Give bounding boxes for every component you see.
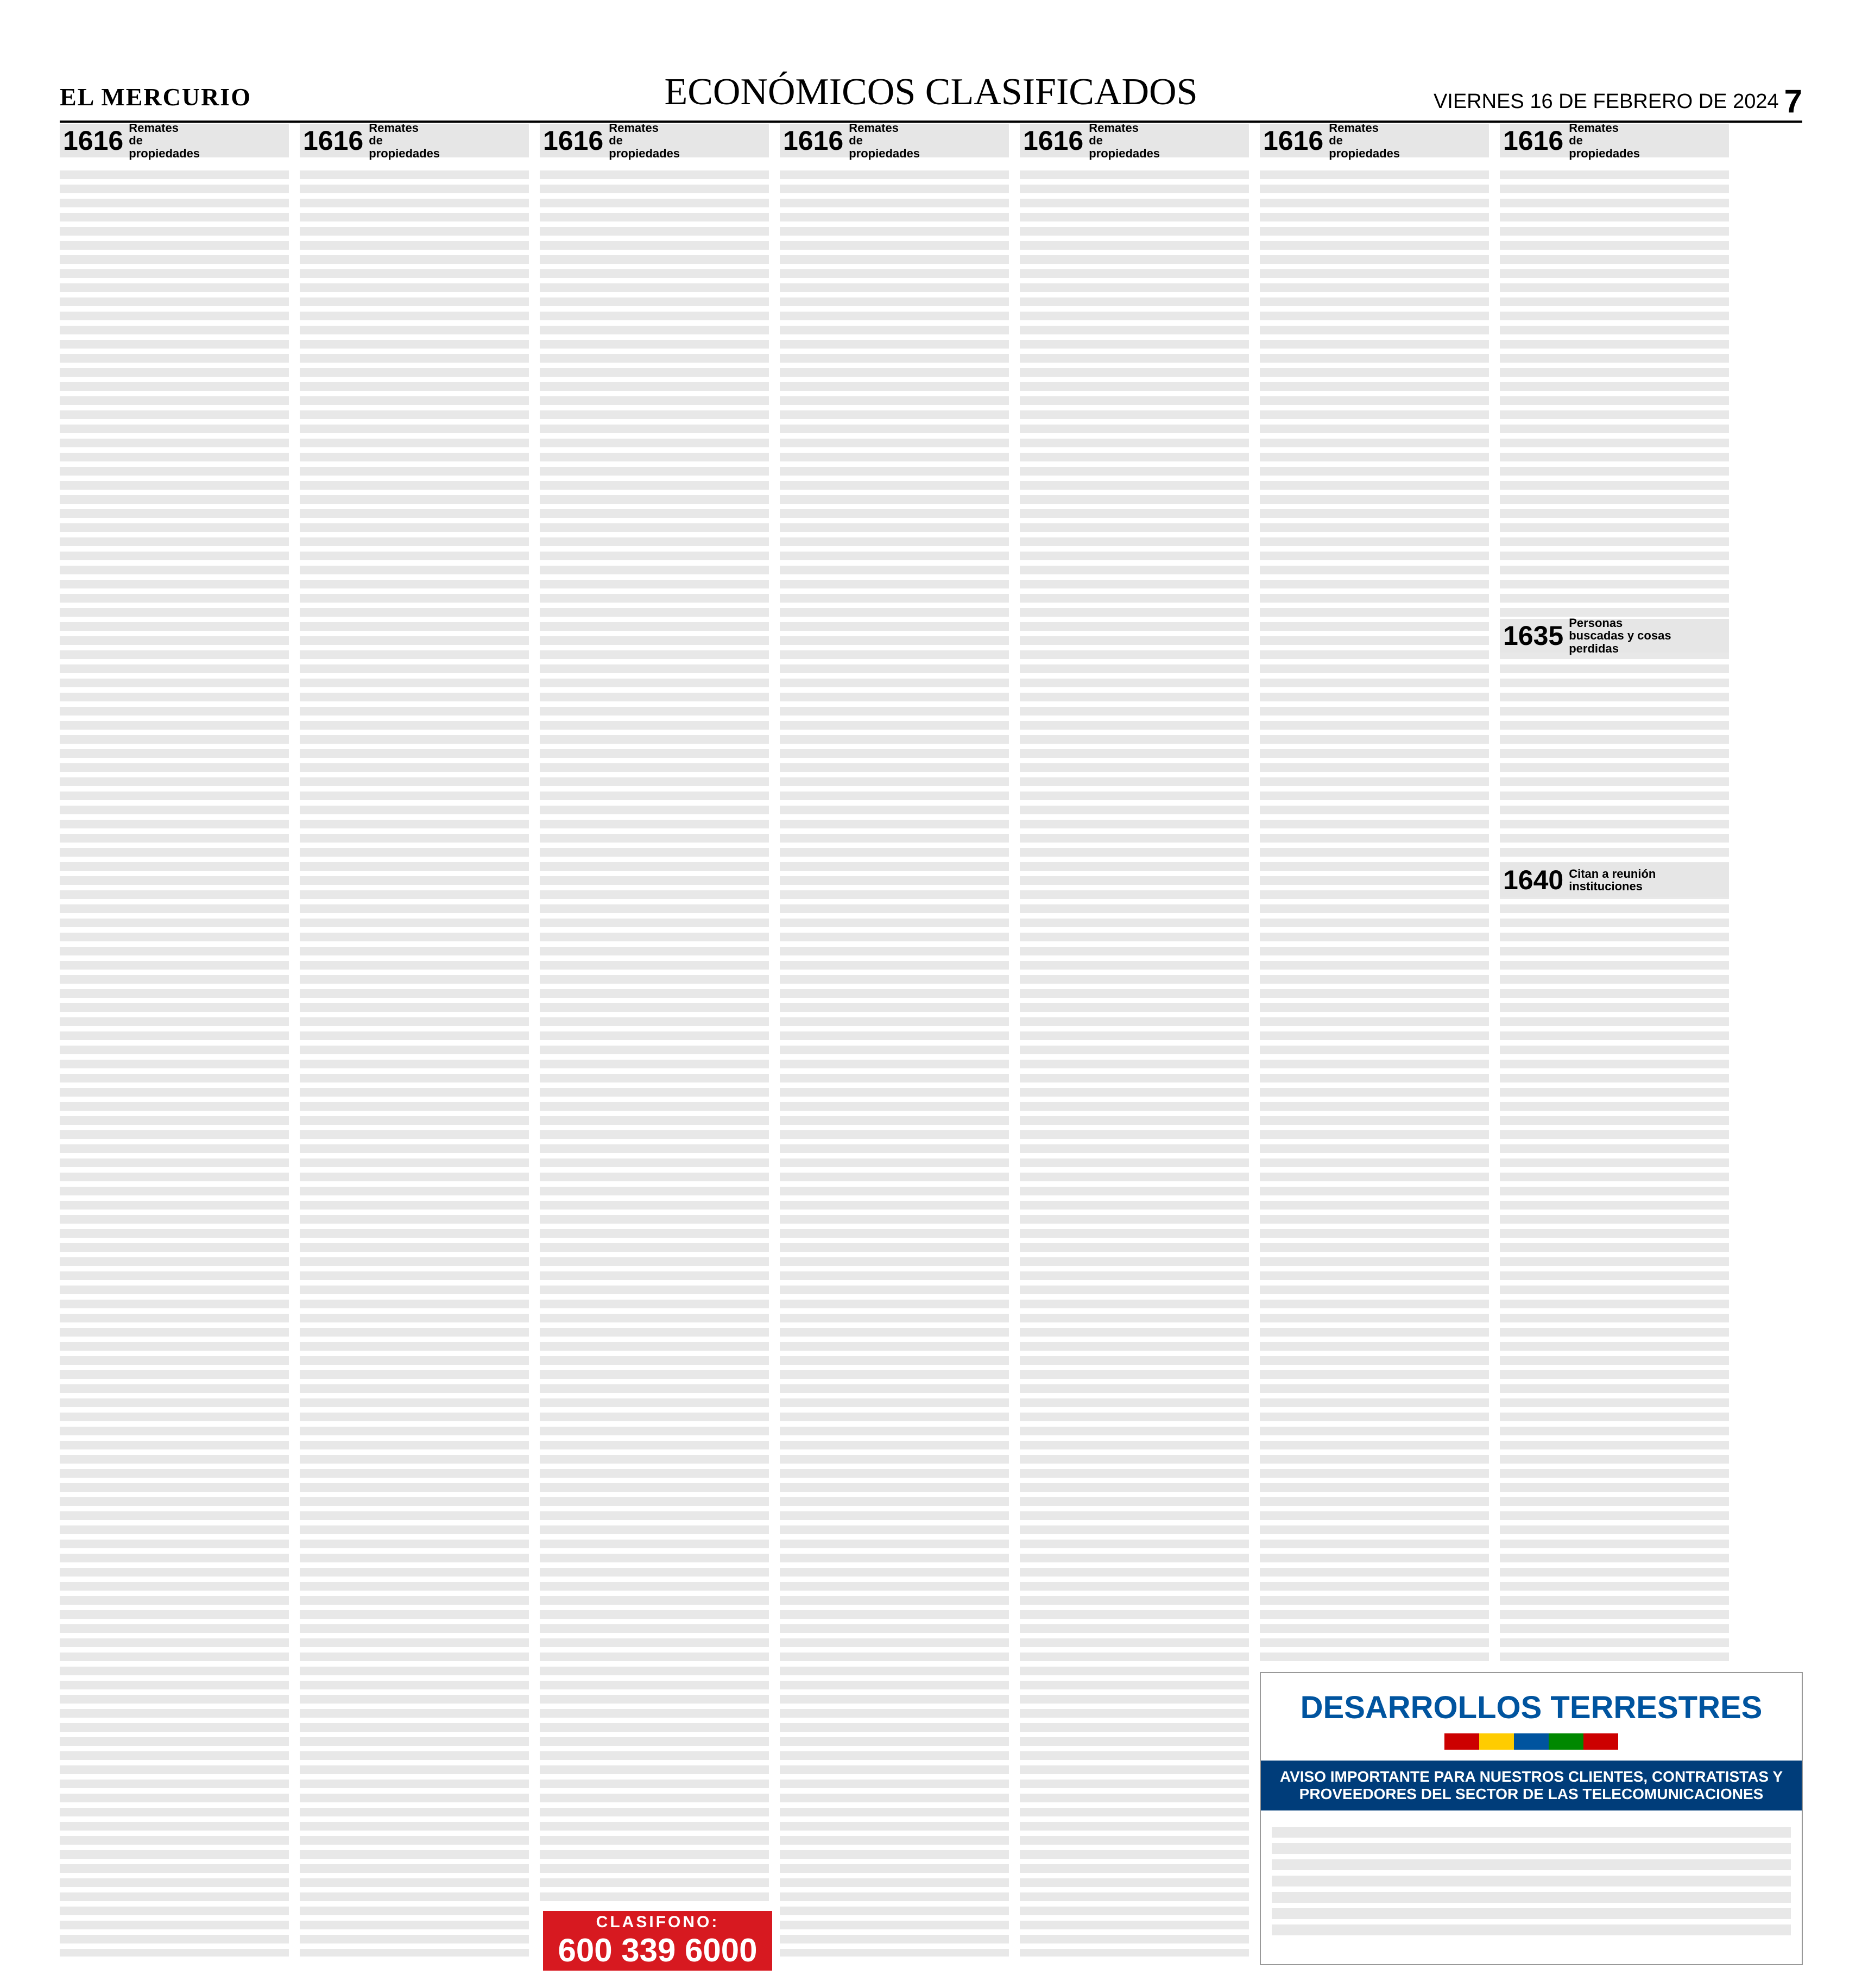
category-label: Remates de propiedades xyxy=(129,124,200,160)
category-number: 1616 xyxy=(1263,125,1324,156)
masthead-rule xyxy=(60,121,1802,123)
listing-text-placeholder xyxy=(60,165,289,1957)
listing-text-placeholder xyxy=(540,165,769,1902)
section-number: 1635 xyxy=(1503,621,1564,651)
classified-column xyxy=(1260,124,1489,1666)
clasifono-box xyxy=(543,1911,772,1971)
column-header xyxy=(540,124,769,160)
classified-column xyxy=(1020,124,1249,1959)
section-number: 1640 xyxy=(1503,865,1564,895)
category-number: 1616 xyxy=(543,125,604,156)
column-header xyxy=(60,124,289,160)
desarrollos-terrestres-ad xyxy=(1260,1672,1803,1965)
column-header xyxy=(1260,124,1489,160)
section-header-persons xyxy=(1500,616,1729,655)
classified-column xyxy=(300,124,529,1959)
listing-text-placeholder xyxy=(300,165,529,1957)
category-number: 1616 xyxy=(783,125,844,156)
column-header xyxy=(780,124,1009,160)
classified-column xyxy=(780,124,1009,1959)
category-number: 1616 xyxy=(1503,125,1564,156)
classified-column xyxy=(60,124,289,1959)
category-label: Remates de propiedades xyxy=(1569,124,1640,160)
category-number: 1616 xyxy=(63,125,124,156)
ad-text-placeholder xyxy=(1272,1821,1791,1941)
flags-strip xyxy=(1444,1733,1618,1750)
category-number: 1616 xyxy=(303,125,364,156)
category-label: Remates de propiedades xyxy=(1329,124,1400,160)
category-number: 1616 xyxy=(1023,125,1084,156)
section-label: Personas buscadas y cosas perdidas xyxy=(1569,616,1671,655)
classified-column xyxy=(540,124,769,1904)
section-label: Citan a reunión instituciones xyxy=(1569,866,1656,893)
section-title: ECONÓMICOS CLASIFICADOS xyxy=(664,71,1198,113)
column-header xyxy=(1500,124,1729,160)
column-header xyxy=(300,124,529,160)
clasifono-number: 600 339 6000 xyxy=(558,1932,758,1968)
listing-text-placeholder xyxy=(1260,165,1489,1663)
section-header-meetings xyxy=(1500,863,1729,897)
listing-text-placeholder xyxy=(1500,165,1729,1663)
page-number: 7 xyxy=(1784,83,1802,119)
ad-brand: DESARROLLOS TERRESTRES xyxy=(1300,1690,1763,1725)
category-label: Remates de propiedades xyxy=(369,124,440,160)
category-label: Remates de propiedades xyxy=(1089,124,1160,160)
masthead xyxy=(60,54,1802,119)
date-and-page xyxy=(1434,83,1802,120)
listing-text-placeholder xyxy=(1020,165,1249,1957)
ad-banner: AVISO IMPORTANTE PARA NUESTROS CLIENTES, CONTRATISTAS Y PROVEEDORES DEL SECTOR DE LAS TELECOMUNICACIONES xyxy=(1261,1761,1802,1810)
category-label: Remates de propiedades xyxy=(849,124,920,160)
paper-name: EL MERCURIO xyxy=(60,83,251,111)
column-header xyxy=(1020,124,1249,160)
clasifono-label: CLASIFONO: xyxy=(596,1913,719,1931)
category-label: Remates de propiedades xyxy=(609,124,680,160)
issue-date: VIERNES 16 DE FEBRERO DE 2024 xyxy=(1433,90,1779,113)
listing-text-placeholder xyxy=(780,165,1009,1957)
